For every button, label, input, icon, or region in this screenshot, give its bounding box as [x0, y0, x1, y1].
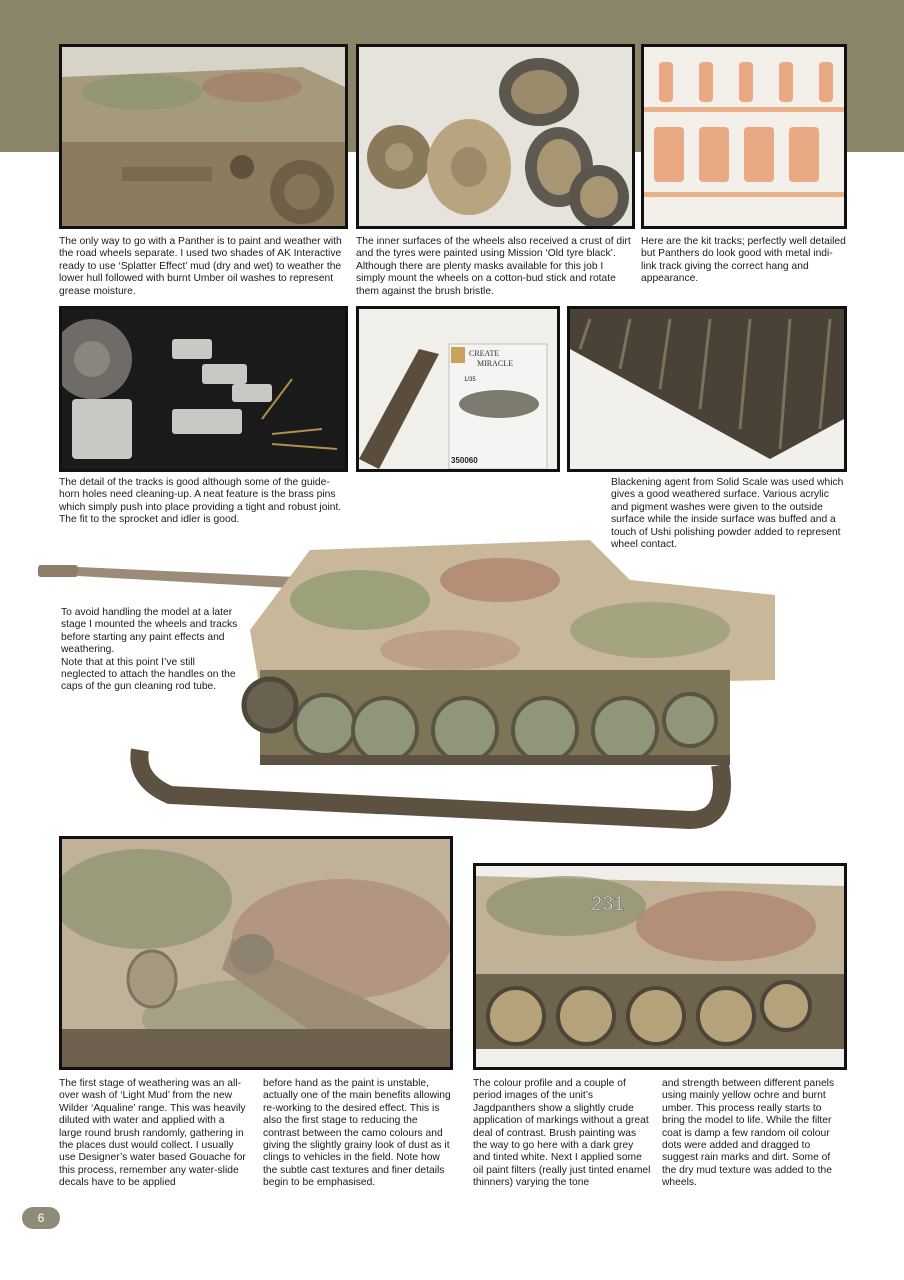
box-brand-line2: MIRACLE	[477, 359, 513, 368]
caption-road-wheels: The inner surfaces of the wheels also received a crust of dirt and the tyres were painted using Mission ‘Old tyre black’. Although there are plenty masks available for this job I simply mount the wheels on a cotton-bud stick and rotate them against the brush bristle.	[356, 236, 631, 297]
caption-lower-hull: The only way to go with a Panther is to paint and weather with the road wheels separate. I used two shades of AK Interactive ready to use ‘Splatter Effect’ mud (dry and wet) to weather the lower hull followed with burnt Umber oil washes to represent grease moisture.	[59, 236, 342, 297]
photo-blackened-tracks	[567, 306, 847, 472]
photo-lower-hull-mud	[59, 44, 348, 229]
photo-front-closeup	[59, 836, 453, 1070]
box-scale: 1/35	[464, 377, 476, 383]
caption-blackening: Blackening agent from Solid Scale was used which gives a good weathered surface. Various acrylic and pigment washes were given to the outside surface while the inside surface was buffed and a touch of Ushi polishing powder added to represent wheel contact.	[611, 477, 844, 551]
caption-markings-2: and strength between different panels using mainly yellow ochre and burnt umber. This process really starts to bring the model to life. While the filter coat is damp a few random oil colour dots were added and dragged to suggest rain marks and dirt. Some of the dry mud texture was added to the wheels.	[662, 1078, 835, 1189]
photo-track-product-box	[356, 306, 560, 472]
decal-number: 231	[591, 893, 625, 915]
caption-metal-tracks: The detail of the tracks is good although some of the guide-horn holes need cleaning-up. A neat feature is the brass pins which simply push into place providing a tight and robust joint. The fit to the sprocket and idler is good.	[59, 477, 342, 526]
box-code: 350060	[451, 456, 478, 465]
box-brand-line1: CREATE	[469, 349, 500, 358]
photo-side-decal	[473, 863, 847, 1070]
photo-kit-tracks-sprue	[641, 44, 847, 229]
caption-light-mud-1: The first stage of weathering was an all-over wash of ‘Light Mud’ from the new Wilder ‘Aqualine’ range. This was heavily diluted with water and applied with a large round brush randomly, gathering in the places dust would collect. I usually use Designer’s water based Gouache for this process, remember any water-slide decals have to be applied	[59, 1078, 246, 1189]
caption-light-mud-2: before hand as the paint is unstable, actually one of the main benefits allowing re-working to the desired effect. This is also the first stage to reducing the contrast between the camo colours and giving the slightly grainy look of dust as it clings to vehicles in the field. Note how the subtle cast textures and finer details begin to be emphasised.	[263, 1078, 451, 1189]
page-number: 6	[22, 1207, 60, 1229]
caption-mounting-wheels: To avoid handling the model at a later stage I mounted the wheels and tracks before starting any paint effects and weathering. Note that at this point I’ve still neglected to attach the handles on the caps of the gun cleaning rod tube.	[61, 607, 238, 693]
photo-road-wheels	[356, 44, 635, 229]
photo-metal-tracks	[59, 306, 348, 472]
caption-markings-1: The colour profile and a couple of period images of the unit’s Jagdpanthers show a slightly crude application of markings without a great deal of contrast. Brush painting was the way to go here with a dark grey and tinted white. Next I applied some oil paint filters (really just tinted enamel thinners) varying the tone	[473, 1078, 651, 1189]
caption-kit-tracks: Here are the kit tracks; perfectly well detailed but Panthers do look good with metal indi-link track giving the correct hang and appearance.	[641, 236, 846, 285]
